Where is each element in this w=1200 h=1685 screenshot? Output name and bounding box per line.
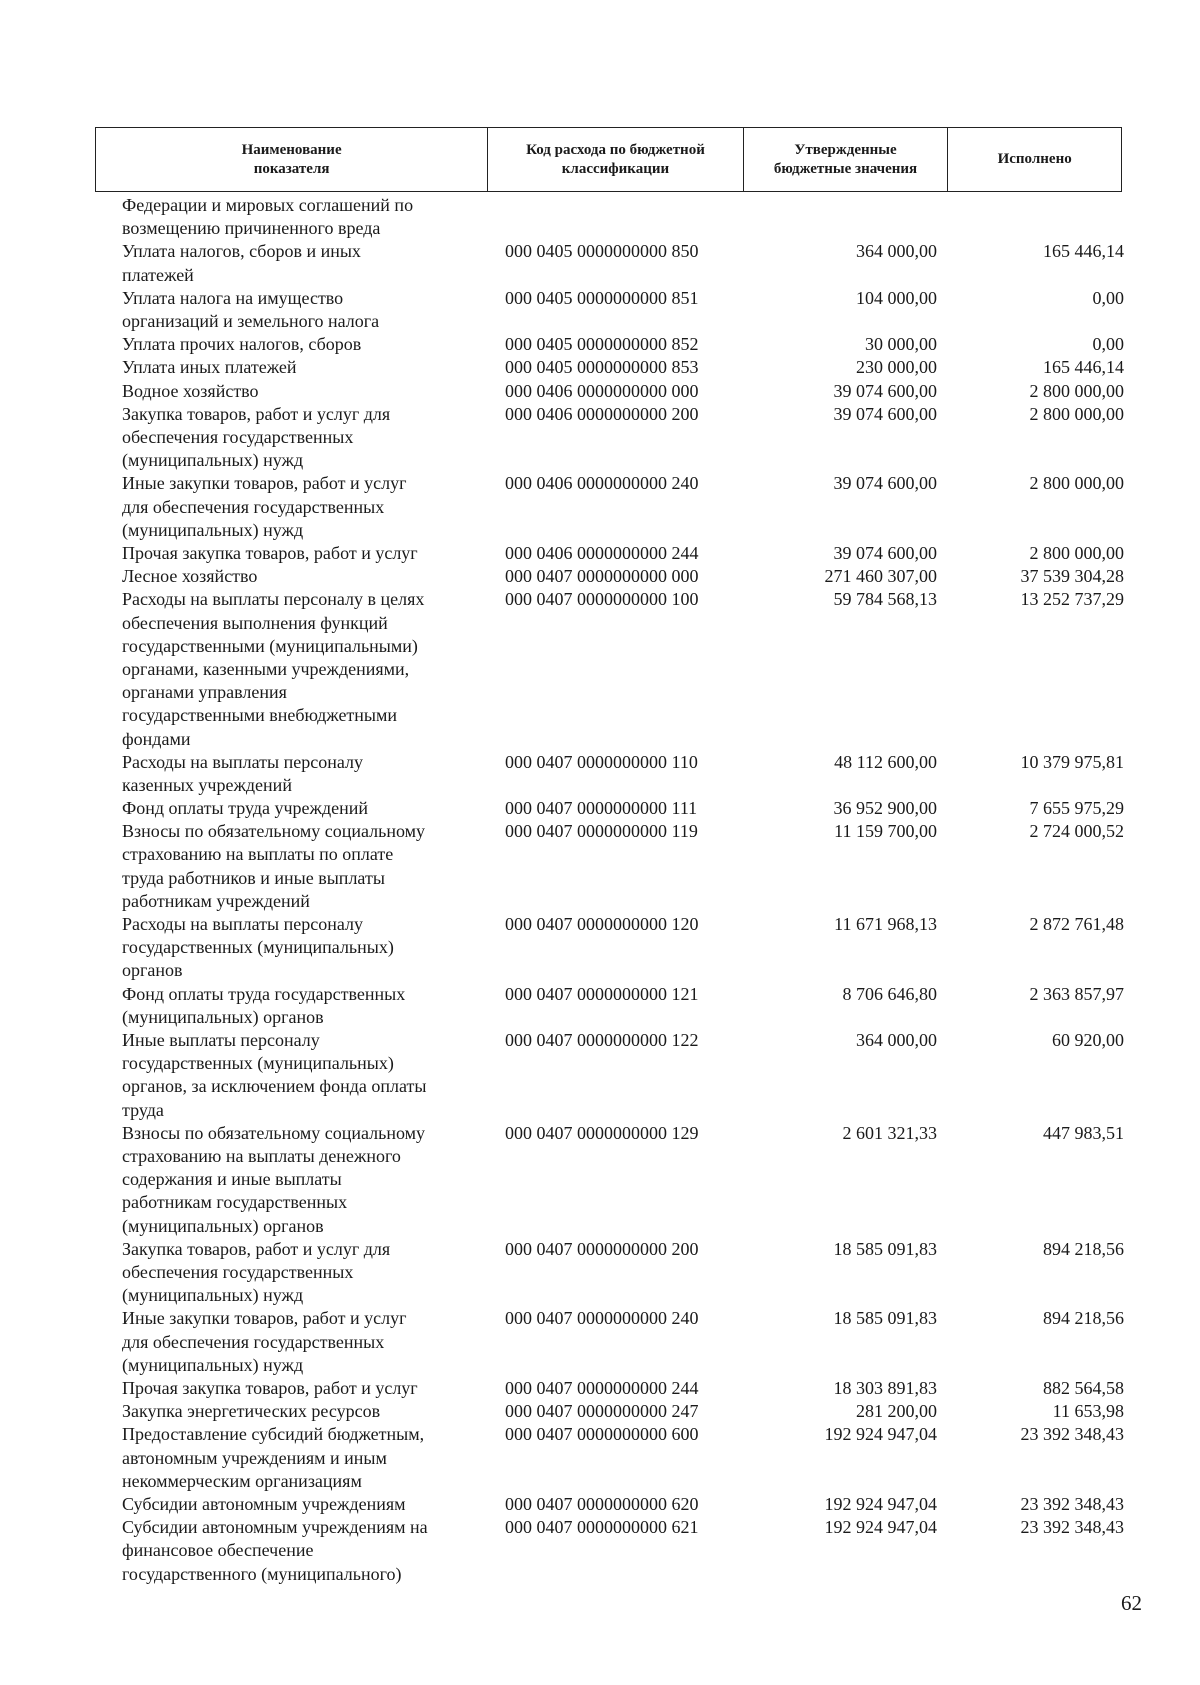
- row-code: 000 0407 0000000000 240: [505, 1308, 699, 1329]
- row-executed: 23 392 348,43: [1020, 1517, 1124, 1538]
- header-executed: Исполнено: [997, 151, 1072, 167]
- row-approved: 364 000,00: [856, 1030, 937, 1051]
- row-name: Иные выплаты персоналу государственных (муниципальных) органов, за исключением фонда оплаты труда: [122, 1030, 427, 1120]
- row-executed: 2 800 000,00: [1029, 542, 1124, 563]
- row-approved: 39 074 600,00: [833, 542, 937, 563]
- table-body: [0, 194, 1200, 1586]
- row-approved: 281 200,00: [856, 1401, 937, 1422]
- row-name: Предоставление субсидий бюджетным, автономным учреждениям и иным некоммерческим организациям: [122, 1424, 425, 1491]
- row-approved: 230 000,00: [856, 357, 937, 378]
- row-approved: 48 112 600,00: [834, 751, 937, 772]
- row-name: Закупка энергетических ресурсов: [122, 1401, 381, 1422]
- row-approved: 18 303 891,83: [833, 1378, 937, 1399]
- table-row: [0, 565, 1200, 588]
- row-approved: 8 706 646,80: [842, 983, 937, 1004]
- row-name: Закупка товаров, работ и услуг для обеспечения государственных (муниципальных) нужд: [122, 1238, 391, 1306]
- table-row: [0, 588, 1200, 750]
- table-row: [0, 820, 1200, 913]
- row-executed: 165 446,14: [1043, 241, 1124, 262]
- row-code: 000 0407 0000000000 110: [505, 751, 698, 772]
- row-name: Водное хозяйство: [122, 380, 259, 401]
- row-name: Расходы на выплаты персоналу казенных учреждений: [122, 751, 363, 795]
- table-row: [0, 542, 1200, 565]
- row-code: 000 0406 0000000000 244: [505, 542, 699, 563]
- row-name: Иные закупки товаров, работ и услуг для обеспечения государственных (муниципальных) нужд: [122, 473, 407, 540]
- row-name: Прочая закупка товаров, работ и услуг: [122, 1378, 418, 1399]
- row-approved: 30 000,00: [865, 334, 937, 355]
- row-executed: 60 920,00: [1052, 1030, 1124, 1051]
- row-executed: 447 983,51: [1043, 1122, 1124, 1143]
- row-code: 000 0407 0000000000 120: [505, 914, 699, 935]
- row-executed: 2 872 761,48: [1029, 914, 1124, 935]
- row-name: Уплата прочих налогов, сборов: [122, 334, 362, 355]
- row-name: Прочая закупка товаров, работ и услуг: [122, 542, 418, 563]
- table-row: [0, 1400, 1200, 1423]
- row-executed: 10 379 975,81: [1020, 751, 1124, 772]
- row-code: 000 0407 0000000000 247: [505, 1401, 699, 1422]
- table-header: [95, 127, 1122, 192]
- row-code: 000 0407 0000000000 129: [505, 1122, 699, 1143]
- row-code: 000 0407 0000000000 111: [505, 798, 698, 819]
- row-approved: 39 074 600,00: [833, 380, 937, 401]
- row-name: Федерации и мировых соглашений по возмещению причиненного вреда: [122, 195, 414, 239]
- row-approved: 192 924 947,04: [824, 1494, 937, 1514]
- row-approved: 18 585 091,83: [833, 1238, 937, 1259]
- row-approved: 39 074 600,00: [833, 403, 937, 424]
- row-executed: 894 218,56: [1043, 1308, 1124, 1329]
- table-row: [0, 287, 1200, 333]
- row-code: 000 0407 0000000000 119: [505, 821, 698, 842]
- row-approved: 36 952 900,00: [833, 798, 937, 819]
- table-row: [0, 403, 1200, 473]
- row-code: 000 0407 0000000000 200: [505, 1238, 699, 1259]
- table-row: [0, 983, 1200, 1029]
- row-executed: 2 800 000,00: [1029, 473, 1124, 494]
- row-approved: 364 000,00: [856, 241, 937, 262]
- row-approved: 11 671 968,13: [834, 914, 937, 935]
- row-executed: 882 564,58: [1043, 1378, 1124, 1399]
- table-row: [0, 751, 1200, 797]
- row-code: 000 0405 0000000000 852: [505, 334, 699, 355]
- row-name: Иные закупки товаров, работ и услуг для обеспечения государственных (муниципальных) нужд: [122, 1308, 407, 1375]
- row-name: Субсидии автономным учреждениям на финансовое обеспечение государственного (муниципального): [122, 1517, 428, 1584]
- row-executed: 7 655 975,29: [1029, 798, 1124, 819]
- row-approved: 11 159 700,00: [834, 821, 937, 842]
- row-code: 000 0407 0000000000 621: [505, 1517, 699, 1538]
- row-code: 000 0405 0000000000 850: [505, 241, 699, 262]
- row-name: Уплата налогов, сборов и иных платежей: [122, 241, 361, 285]
- row-code: 000 0406 0000000000 240: [505, 473, 699, 494]
- row-executed: 23 392 348,43: [1020, 1494, 1124, 1514]
- row-executed: 894 218,56: [1043, 1238, 1124, 1259]
- row-code: 000 0405 0000000000 851: [505, 287, 699, 308]
- table-row: [0, 1122, 1200, 1238]
- table-row: [0, 1307, 1200, 1377]
- row-code: 000 0407 0000000000 600: [505, 1424, 699, 1445]
- row-executed: 0,00: [1092, 287, 1124, 308]
- table-row: [0, 472, 1200, 542]
- row-approved: 192 924 947,04: [824, 1424, 937, 1445]
- row-code: 000 0407 0000000000 244: [505, 1378, 699, 1399]
- table-row: [0, 797, 1200, 820]
- table-row: [0, 1377, 1200, 1400]
- row-name: Уплата налога на имущество организаций и земельного налога: [122, 287, 380, 331]
- row-code: 000 0407 0000000000 000: [505, 566, 699, 587]
- row-executed: 2 724 000,52: [1029, 821, 1124, 842]
- row-name: Расходы на выплаты персоналу в целях обеспечения выполнения функций государственными (муниципальными) органами, казенными учреждениями, органами управления государственными внебюджетными фондами: [122, 589, 425, 749]
- row-name: Фонд оплаты труда учреждений: [122, 798, 368, 819]
- table-row: [0, 240, 1200, 286]
- table-row: [0, 913, 1200, 983]
- row-code: 000 0407 0000000000 122: [505, 1030, 699, 1051]
- row-approved: 2 601 321,33: [842, 1122, 937, 1143]
- row-code: 000 0405 0000000000 853: [505, 357, 699, 378]
- row-approved: 271 460 307,00: [824, 566, 937, 587]
- row-executed: 2 363 857,97: [1029, 983, 1124, 1004]
- table-row: [0, 1029, 1200, 1122]
- row-executed: 2 800 000,00: [1029, 380, 1124, 401]
- row-executed: 37 539 304,28: [1020, 566, 1124, 587]
- row-code: 000 0407 0000000000 121: [505, 983, 699, 1004]
- row-executed: 2 800 000,00: [1029, 403, 1124, 424]
- table-row: [0, 333, 1200, 356]
- table-row: [0, 356, 1200, 379]
- row-executed: 11 653,98: [1052, 1401, 1124, 1422]
- row-name: Уплата иных платежей: [122, 357, 297, 378]
- row-executed: 13 252 737,29: [1020, 589, 1124, 610]
- row-name: Фонд оплаты труда государственных (муниципальных) органов: [122, 983, 406, 1027]
- row-code: 000 0407 0000000000 100: [505, 589, 699, 610]
- row-executed: 165 446,14: [1043, 357, 1124, 378]
- row-approved: 18 585 091,83: [833, 1308, 937, 1329]
- header-name: Наименование показателя: [96, 128, 488, 191]
- row-name: Закупка товаров, работ и услуг для обеспечения государственных (муниципальных) нужд: [122, 403, 391, 471]
- row-code: 000 0406 0000000000 200: [505, 403, 699, 424]
- table-row: [0, 1493, 1200, 1516]
- row-code: 000 0406 0000000000 000: [505, 380, 699, 401]
- table-row: [0, 380, 1200, 403]
- table-row: [0, 1516, 1200, 1586]
- row-name: Взносы по обязательному социальному страхованию на выплаты по оплате труда работников и иные выплаты работникам учреждений: [122, 821, 426, 911]
- row-name: Взносы по обязательному социальному страхованию на выплаты денежного содержания и иные выплаты работникам государственных (муниципальных) органов: [122, 1122, 426, 1236]
- header-approved: Утвержденные бюджетные значения: [744, 128, 949, 191]
- row-executed: 0,00: [1092, 334, 1124, 355]
- row-name: Субсидии автономным учреждениям: [122, 1494, 406, 1514]
- row-approved: 39 074 600,00: [833, 473, 937, 494]
- row-approved: 192 924 947,04: [824, 1517, 937, 1538]
- row-name: Лесное хозяйство: [122, 566, 258, 587]
- row-approved: 104 000,00: [856, 287, 937, 308]
- row-executed: 23 392 348,43: [1020, 1424, 1124, 1445]
- row-code: 000 0407 0000000000 620: [505, 1494, 699, 1514]
- row-approved: 59 784 568,13: [833, 589, 937, 610]
- page-number: 62: [1121, 1591, 1142, 1615]
- table-row: [0, 194, 1200, 240]
- table-row: [0, 1238, 1200, 1308]
- row-name: Расходы на выплаты персоналу государственных (муниципальных) органов: [122, 914, 394, 981]
- header-code: Код расхода по бюджетной классификации: [488, 128, 744, 191]
- table-row: [0, 1423, 1200, 1493]
